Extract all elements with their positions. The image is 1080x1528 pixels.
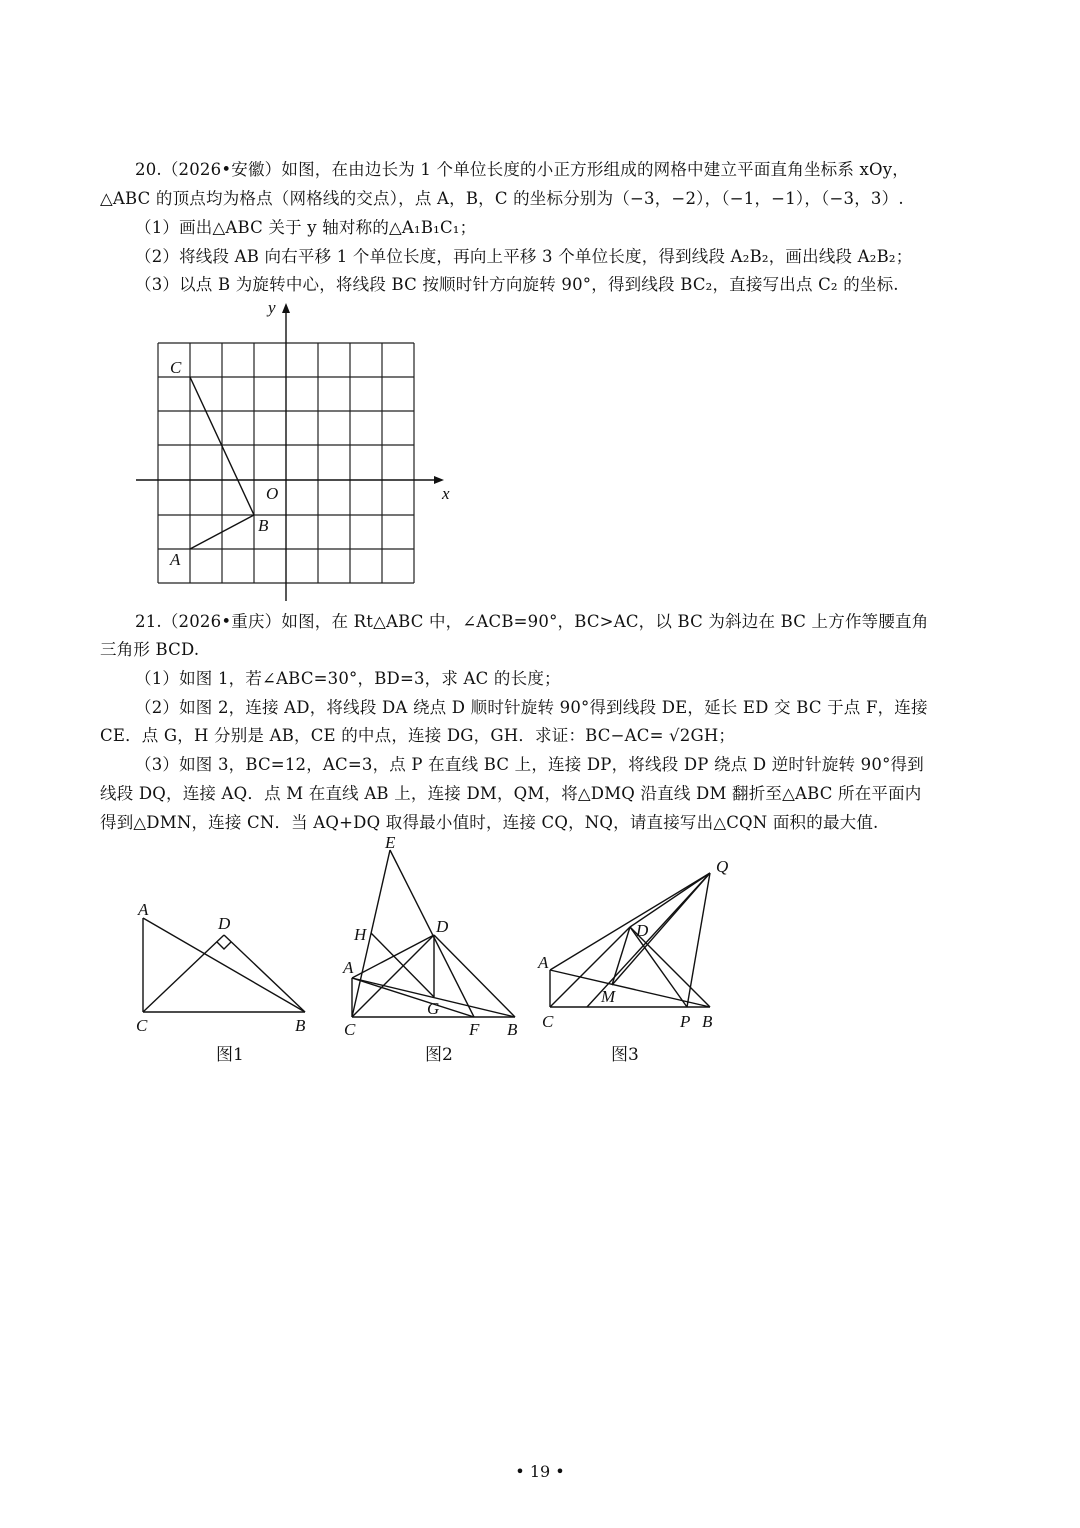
y-axis-label: y (268, 298, 276, 317)
q21-figure-2 (335, 830, 525, 1040)
fig2-label-g: G (427, 999, 440, 1018)
q21-line-5: CE．点 G，H 分别是 AB，CE 的中点，连接 DG，GH．求证：BC−AC= √2GH； (100, 726, 736, 745)
q21-line-4: （2）如图 2，连接 AD，将线段 DA 绕点 D 顺时针旋转 90°得到线段 DE，延长 ED 交 BC 于点 F，连接 (135, 698, 928, 717)
x-axis-arrow (434, 476, 444, 484)
fig2-label-f: F (469, 1020, 480, 1039)
q21-line-6: （3）如图 3，BC=12，AC=3，点 P 在直线 BC 上，连接 DP，将线段 DP 绕点 D 逆时针旋转 90°得到 (135, 755, 924, 774)
q21-line-3: （1）如图 1，若∠ABC=30°，BD=3，求 AC 的长度； (135, 669, 561, 688)
fig2-label-c: C (344, 1020, 356, 1039)
q21-line-8: 得到△DMN，连接 CN．当 AQ+DQ 取得最小值时，连接 CQ，NQ，请直接写出△CQN 面积的最大值. (100, 813, 879, 832)
fig3-label-c: C (542, 1012, 554, 1031)
fig2-label-a: A (343, 958, 354, 977)
point-c-label: C (170, 358, 182, 377)
x-axis-label: x (442, 484, 450, 503)
q20-line-4: （2）将线段 AB 向右平移 1 个单位长度，再向上平移 3 个单位长度，得到线段 A₂B₂，画出线段 A₂B₂； (135, 247, 913, 266)
q21-figure-1 (130, 895, 320, 1040)
q21-line-2: 三角形 BCD. (100, 640, 200, 659)
q21-line-7: 线段 DQ，连接 AQ．点 M 在直线 AB 上，连接 DM，QM，将△DMQ 沿直线 DM 翻折至△ABC 所在平面内 (100, 784, 922, 803)
q21-figure-3 (532, 850, 742, 1040)
fig3-caption: 图3 (611, 1045, 639, 1065)
q20-line-5: （3）以点 B 为旋转中心，将线段 BC 按顺时针方向旋转 90°，得到线段 BC₂，直接写出点 C₂ 的坐标. (135, 275, 899, 294)
origin-label: O (266, 484, 279, 503)
page-number: • 19 • (515, 1462, 565, 1481)
fig3-label-p: P (680, 1012, 691, 1031)
q20-line-2: △ABC 的顶点均为格点（网格线的交点），点 A，B，C 的坐标分别为（−3，−2），（−1，−1），（−3，3）. (100, 189, 904, 208)
fig3-label-q: Q (716, 857, 729, 876)
fig1-label-d: D (218, 914, 231, 933)
point-a-label: A (170, 550, 181, 569)
q21-line-1: 21.（2026•重庆）如图，在 Rt△ABC 中，∠ACB=90°，BC>AC，以 BC 为斜边在 BC 上方作等腰直角 (135, 612, 929, 631)
q20-line-1: 20.（2026•安徽）如图，在由边长为 1 个单位长度的小正方形组成的网格中建立平面直角坐标系 xOy， (135, 160, 909, 179)
fig1-caption: 图1 (216, 1045, 244, 1065)
fig1-label-a: A (138, 900, 149, 919)
fig3-label-d: D (636, 921, 649, 940)
point-b-label: B (258, 516, 269, 535)
fig3-label-a: A (538, 953, 549, 972)
fig3-label-b: B (702, 1012, 713, 1031)
fig1-label-c: C (136, 1016, 148, 1035)
fig2-label-d: D (436, 917, 449, 936)
q20-line-3: （1）画出△ABC 关于 y 轴对称的△A₁B₁C₁； (135, 218, 477, 237)
fig2-label-e: E (385, 833, 396, 852)
fig3-label-m: M (601, 987, 616, 1006)
y-axis-arrow (282, 303, 290, 313)
fig2-label-h: H (354, 925, 367, 944)
fig1-label-b: B (295, 1016, 306, 1035)
fig2-caption: 图2 (425, 1045, 453, 1065)
fig2-label-b: B (507, 1020, 518, 1039)
q20-coordinate-grid (130, 295, 470, 607)
